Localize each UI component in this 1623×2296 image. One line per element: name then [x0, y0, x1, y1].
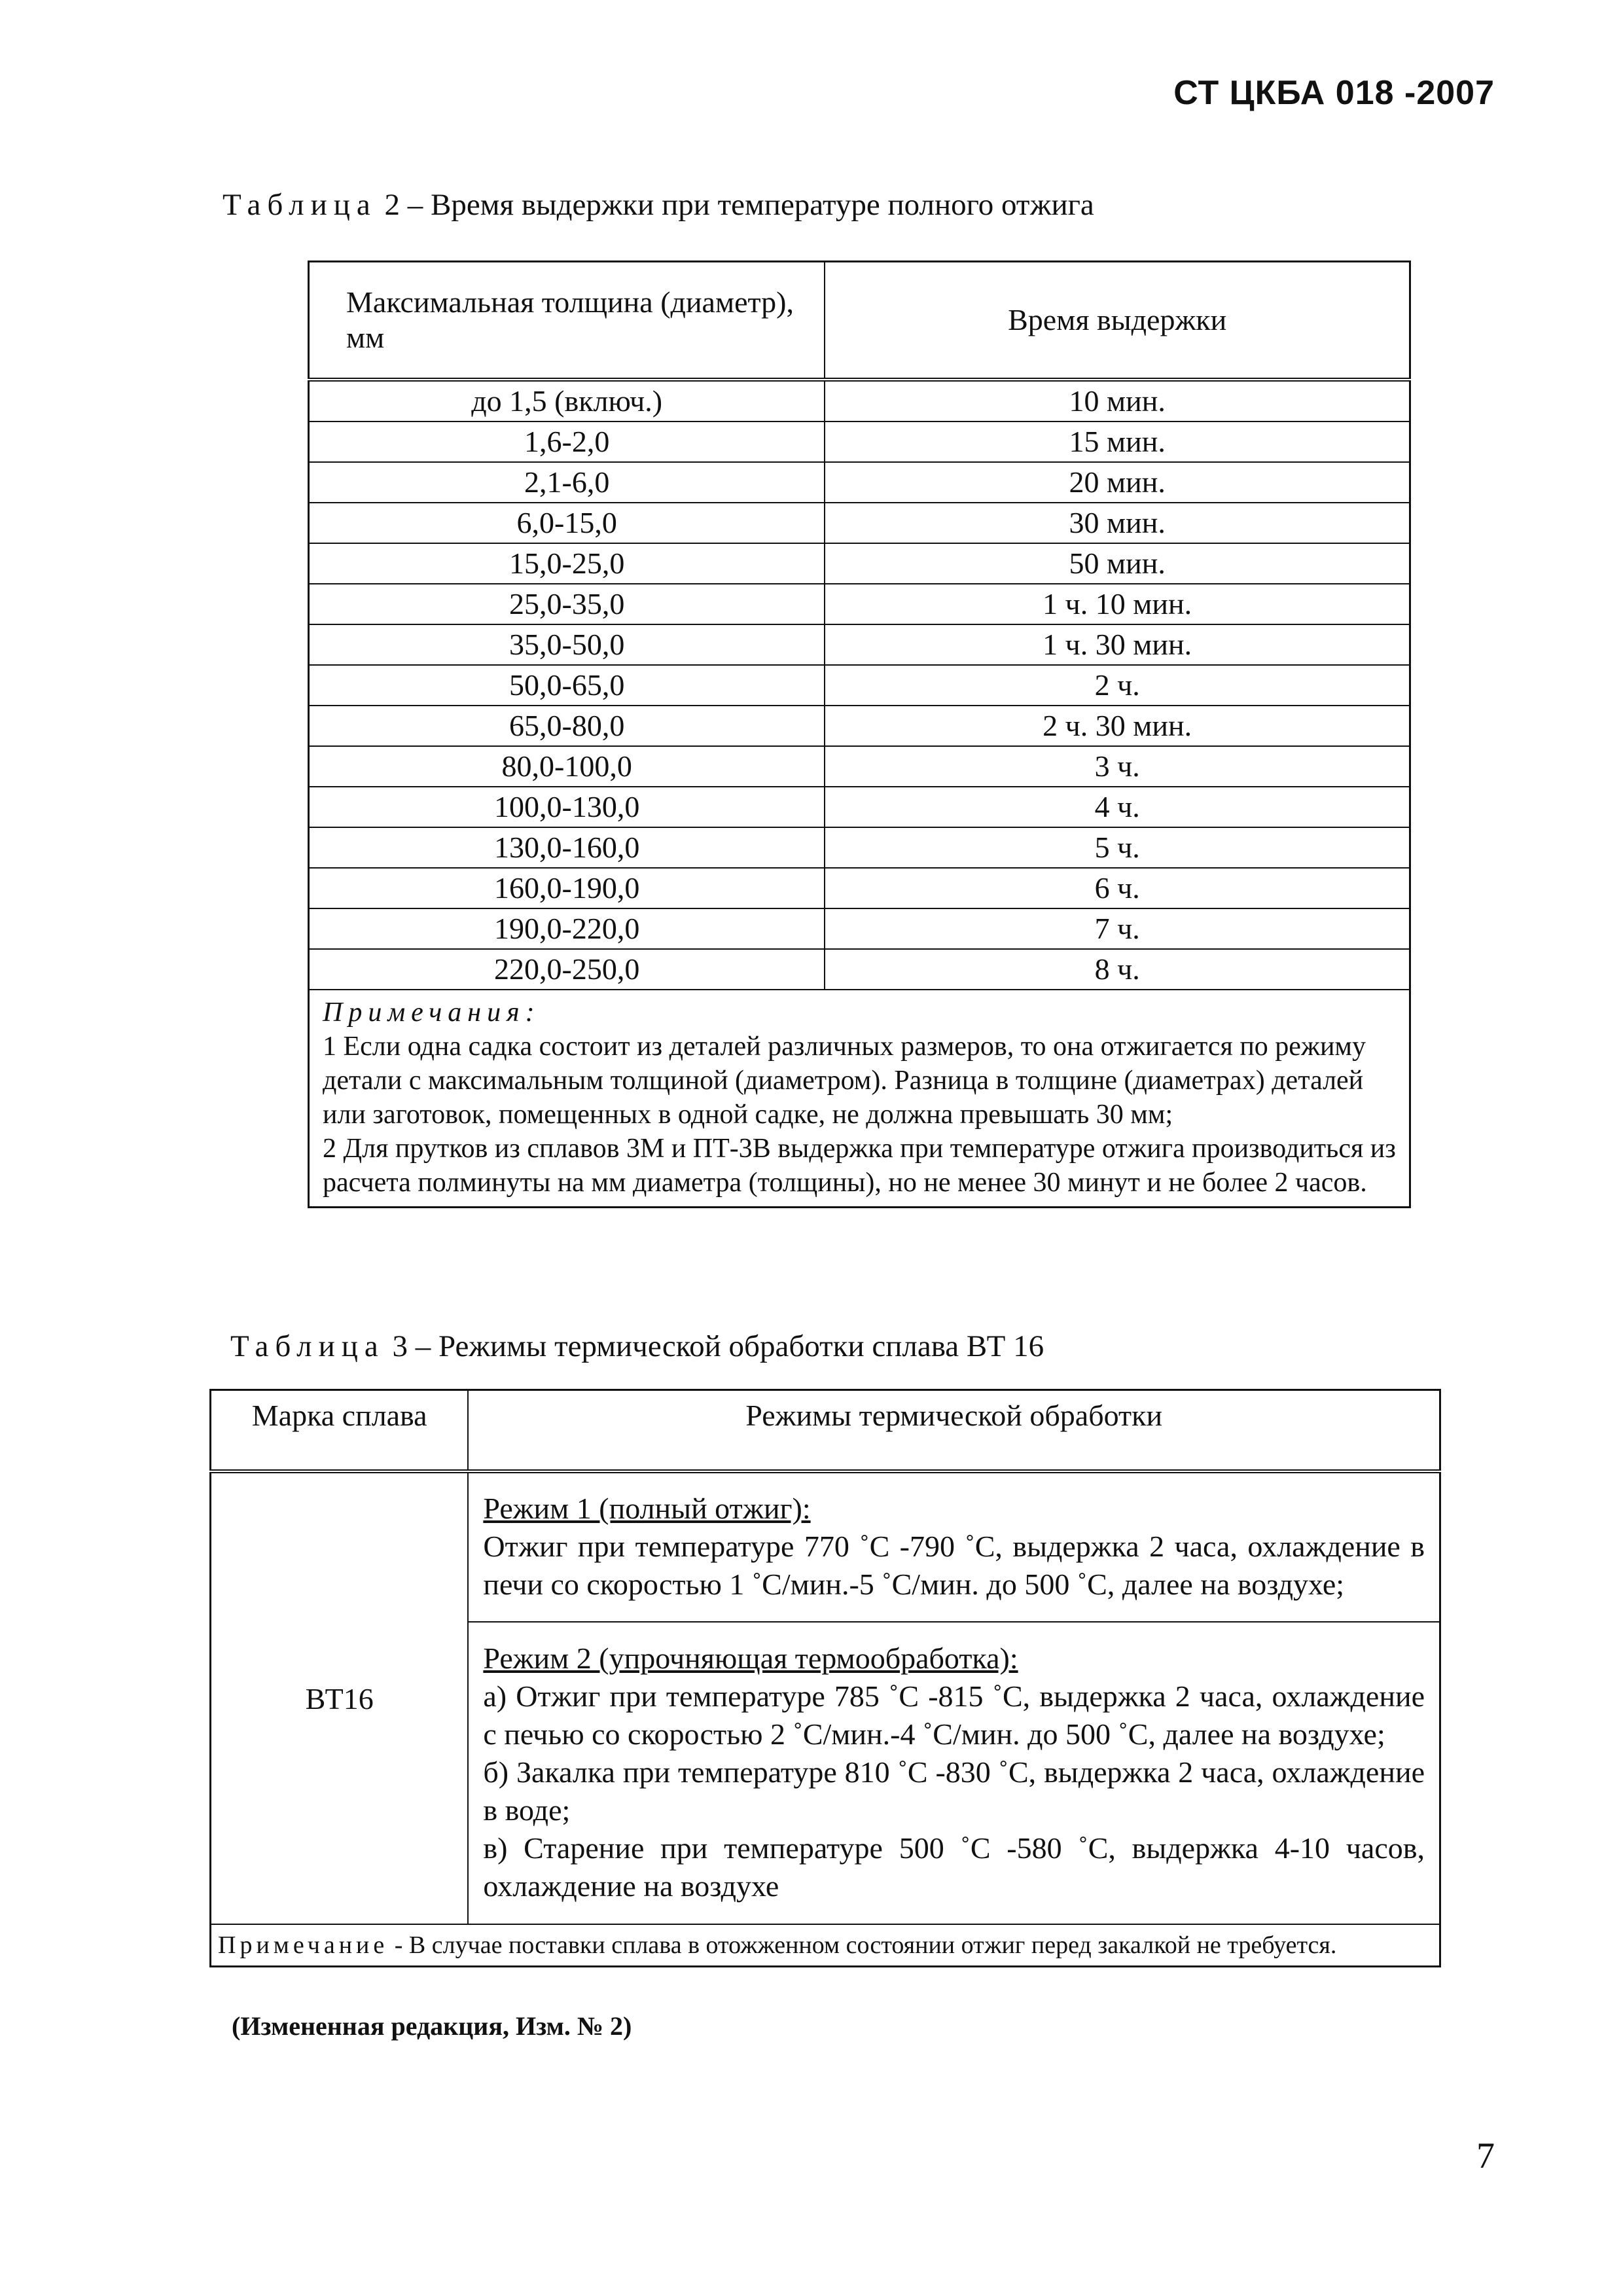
holding-time-cell: 20 мин.	[825, 462, 1410, 503]
thickness-cell: 15,0-25,0	[309, 543, 825, 584]
table2-notes-title: Примечания:	[323, 997, 541, 1028]
holding-time-cell: 15 мин.	[825, 422, 1410, 462]
table2-notes-row	[309, 990, 1410, 1208]
thickness-cell: 6,0-15,0	[309, 503, 825, 543]
table2-col-thickness-header: Максимальная толщина (диаметр), мм	[309, 262, 825, 380]
table-row	[309, 949, 1410, 990]
table2-holding-time	[308, 260, 1411, 1208]
thickness-cell: 2,1-6,0	[309, 462, 825, 503]
table3-note-text: - В случае поставки сплава в отожженном состоянии отжиг перед закалкой не требуется.	[388, 1931, 1337, 1959]
table-row	[309, 543, 1410, 584]
table-row	[309, 624, 1410, 665]
table3-caption	[230, 1329, 1044, 1364]
table3-grade-cell: ВТ16	[211, 1471, 469, 1924]
table-row	[309, 380, 1410, 422]
thickness-cell: 25,0-35,0	[309, 584, 825, 624]
table3-mode2-c: в) Старение при температуре 500 ˚С -580 ˚С, выдержка 4-10 часов, охлаждение на воздухе	[483, 1831, 1425, 1903]
thickness-cell: 35,0-50,0	[309, 624, 825, 665]
table3-caption-word: Таблица	[230, 1329, 385, 1363]
thickness-cell: 220,0-250,0	[309, 949, 825, 990]
table3-mode2-b: б) Закалка при температуре 810 ˚С -830 ˚С, выдержка 2 часа, охлаждение в воде;	[483, 1755, 1425, 1827]
document-code: СТ ЦКБА 018 -2007	[1173, 74, 1495, 112]
table3-col-grade-header: Марка сплава	[211, 1390, 469, 1472]
table3-header-row	[211, 1390, 1440, 1472]
table-row	[309, 827, 1410, 868]
holding-time-cell: 6 ч.	[825, 868, 1410, 908]
holding-time-cell: 1 ч. 30 мин.	[825, 624, 1410, 665]
table-row	[309, 746, 1410, 787]
table3-note-word: Примечание	[218, 1931, 389, 1959]
table3-mode1-text: Отжиг при температуре 770 ˚С -790 ˚С, выдержка 2 часа, охлаждение в печи со скоростью 1 ˚С/мин.-5 ˚С/мин. до 500 ˚С, далее на воздухе;	[483, 1530, 1425, 1601]
holding-time-cell: 3 ч.	[825, 746, 1410, 787]
table2-col-time-header: Время выдержки	[825, 262, 1410, 380]
holding-time-cell: 30 мин.	[825, 503, 1410, 543]
table2-header-row	[309, 262, 1410, 380]
table3-mode1-row	[211, 1471, 1440, 1622]
table3-heat-treatment	[209, 1389, 1441, 1967]
table-row	[309, 584, 1410, 624]
thickness-cell: 160,0-190,0	[309, 868, 825, 908]
thickness-cell: 1,6-2,0	[309, 422, 825, 462]
table-row	[309, 503, 1410, 543]
table3-mode2-cell	[468, 1622, 1440, 1924]
table2-note-1: 1 Если одна садка состоит из деталей различных размеров, то она отжигается по режиму детали с максимальным толщиной (диаметром). Разница в толщине (диаметрах) деталей или заготовок, помещенных в одной садке, не должна превышать 30 мм;	[323, 1031, 1366, 1130]
table3-caption-text: 3 – Режимы термической обработки сплава ВТ 16	[384, 1329, 1044, 1363]
table2-caption-text: 2 – Время выдержки при температуре полного отжига	[376, 188, 1094, 222]
table3-mode1-title: Режим 1 (полный отжиг):	[483, 1492, 811, 1525]
table2-body	[309, 380, 1410, 990]
table2-note-2: 2 Для прутков из сплавов 3М и ПТ-3В выдержка при температуре отжига производиться из расчета полминуты на мм диаметра (толщины), но не менее 30 минут и не более 2 часов.	[323, 1134, 1396, 1198]
table3-col-mode-header: Режимы термической обработки	[468, 1390, 1440, 1472]
table-row	[309, 706, 1410, 746]
thickness-cell: 100,0-130,0	[309, 787, 825, 827]
thickness-cell: 65,0-80,0	[309, 706, 825, 746]
table-row	[309, 422, 1410, 462]
table2-caption	[223, 187, 1094, 223]
holding-time-cell: 2 ч. 30 мин.	[825, 706, 1410, 746]
thickness-cell: 190,0-220,0	[309, 908, 825, 949]
thickness-cell: 80,0-100,0	[309, 746, 825, 787]
table-row	[309, 665, 1410, 706]
thickness-cell: до 1,5 (включ.)	[309, 380, 825, 422]
holding-time-cell: 8 ч.	[825, 949, 1410, 990]
holding-time-cell: 1 ч. 10 мин.	[825, 584, 1410, 624]
table3-mode2-a: а) Отжиг при температуре 785 ˚С -815 ˚С, выдержка 2 часа, охлаждение с печью со скоростью 2 ˚С/мин.-4 ˚С/мин. до 500 ˚С, далее на воздухе;	[483, 1679, 1425, 1751]
table3-note	[211, 1924, 1440, 1967]
table2-notes	[309, 990, 1410, 1208]
table-row	[309, 462, 1410, 503]
table2-caption-word: Таблица	[223, 188, 377, 222]
thickness-cell: 50,0-65,0	[309, 665, 825, 706]
table3-mode1-cell	[468, 1471, 1440, 1622]
holding-time-cell: 2 ч.	[825, 665, 1410, 706]
holding-time-cell: 5 ч.	[825, 827, 1410, 868]
table3-mode2-title: Режим 2 (упрочняющая термообработка):	[483, 1641, 1018, 1675]
holding-time-cell: 50 мин.	[825, 543, 1410, 584]
holding-time-cell: 7 ч.	[825, 908, 1410, 949]
holding-time-cell: 4 ч.	[825, 787, 1410, 827]
holding-time-cell: 10 мин.	[825, 380, 1410, 422]
thickness-cell: 130,0-160,0	[309, 827, 825, 868]
revision-note: (Измененная редакция, Изм. № 2)	[232, 2011, 632, 2041]
table-row	[309, 787, 1410, 827]
table3-note-row	[211, 1924, 1440, 1967]
table-row	[309, 908, 1410, 949]
table-row	[309, 868, 1410, 908]
page-number: 7	[1476, 2136, 1495, 2176]
